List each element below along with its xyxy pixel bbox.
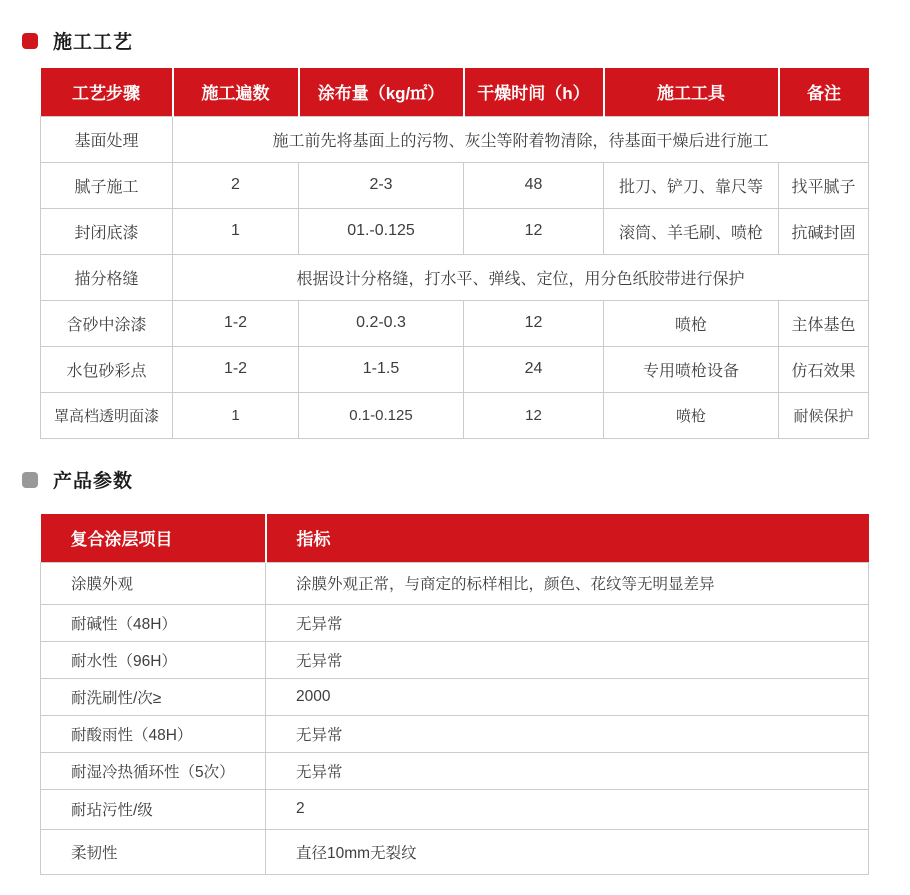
table-row xyxy=(41,254,869,300)
parameters-section-title: 产品参数 xyxy=(53,471,134,492)
amount-cell: 0.1-0.125 xyxy=(299,392,464,438)
tools-cell: 批刀、铲刀、靠尺等 xyxy=(604,162,779,208)
process-step-cell: 描分格缝 xyxy=(41,254,173,300)
tools-cell: 喷枪 xyxy=(604,392,779,438)
parameter-item-cell: 涂膜外观 xyxy=(41,562,266,604)
column-header-drytime: 干燥时间（h） xyxy=(464,68,604,116)
times-cell: 1-2 xyxy=(173,300,299,346)
column-header-step: 工艺步骤 xyxy=(41,68,173,116)
column-header-times: 施工遍数 xyxy=(173,68,299,116)
process-step-cell: 基面处理 xyxy=(41,116,173,162)
table-row xyxy=(41,604,869,641)
column-header-tools: 施工工具 xyxy=(604,68,779,116)
construction-section-title: 施工工艺 xyxy=(53,32,134,53)
parameters-section-header xyxy=(22,466,133,493)
parameter-value-cell: 2 xyxy=(266,789,869,829)
construction-table-header xyxy=(41,68,869,116)
parameter-value-cell: 无异常 xyxy=(266,604,869,641)
amount-cell: 1-1.5 xyxy=(299,346,464,392)
times-cell: 2 xyxy=(173,162,299,208)
amount-cell: 2-3 xyxy=(299,162,464,208)
parameter-value-cell: 2000 xyxy=(266,678,869,715)
times-cell: 1 xyxy=(173,208,299,254)
table-row xyxy=(41,300,869,346)
parameter-item-cell: 耐湿冷热循环性（5次） xyxy=(41,752,266,789)
process-step-cell: 罩高档透明面漆 xyxy=(41,392,173,438)
red-square-bullet-icon xyxy=(22,33,38,49)
drytime-cell: 48 xyxy=(464,162,604,208)
table-row xyxy=(41,346,869,392)
parameter-item-cell: 耐玷污性/级 xyxy=(41,789,266,829)
table-row xyxy=(41,752,869,789)
tools-cell: 专用喷枪设备 xyxy=(604,346,779,392)
process-step-cell: 含砂中涂漆 xyxy=(41,300,173,346)
drytime-cell: 12 xyxy=(464,300,604,346)
table-row xyxy=(41,678,869,715)
table-row xyxy=(41,789,869,829)
parameter-item-cell: 耐水性（96H） xyxy=(41,641,266,678)
product-parameters-table xyxy=(40,514,869,875)
amount-cell: 01.-0.125 xyxy=(299,208,464,254)
table-row xyxy=(41,162,869,208)
column-header-note: 备注 xyxy=(779,68,869,116)
table-row xyxy=(41,715,869,752)
note-cell: 主体基色 xyxy=(779,300,869,346)
drytime-cell: 12 xyxy=(464,208,604,254)
merged-note-cell: 施工前先将基面上的污物、灰尘等附着物清除，待基面干燥后进行施工 xyxy=(173,116,869,162)
merged-note-cell: 根据设计分格缝，打水平、弹线、定位，用分色纸胶带进行保护 xyxy=(173,254,869,300)
drytime-cell: 24 xyxy=(464,346,604,392)
tools-cell: 喷枪 xyxy=(604,300,779,346)
amount-cell: 0.2-0.3 xyxy=(299,300,464,346)
parameter-value-cell: 涂膜外观正常，与商定的标样相比，颜色、花纹等无明显差异 xyxy=(266,562,869,604)
gray-square-bullet-icon xyxy=(22,472,38,488)
process-step-cell: 腻子施工 xyxy=(41,162,173,208)
table-row xyxy=(41,641,869,678)
note-cell: 抗碱封固 xyxy=(779,208,869,254)
parameters-table-header xyxy=(41,514,869,562)
parameter-value-cell: 无异常 xyxy=(266,641,869,678)
process-step-cell: 水包砂彩点 xyxy=(41,346,173,392)
column-header-indicator: 指标 xyxy=(266,514,869,562)
tools-cell: 滚筒、羊毛刷、喷枪 xyxy=(604,208,779,254)
parameter-item-cell: 耐洗刷性/次≥ xyxy=(41,678,266,715)
table-row xyxy=(41,116,869,162)
note-cell: 耐候保护 xyxy=(779,392,869,438)
times-cell: 1-2 xyxy=(173,346,299,392)
parameter-value-cell: 无异常 xyxy=(266,715,869,752)
parameter-item-cell: 耐酸雨性（48H） xyxy=(41,715,266,752)
table-row xyxy=(41,208,869,254)
column-header-amount: 涂布量（kg/㎡） xyxy=(299,68,464,116)
times-cell: 1 xyxy=(173,392,299,438)
construction-section-header xyxy=(22,27,133,54)
parameter-item-cell: 耐碱性（48H） xyxy=(41,604,266,641)
parameter-value-cell: 直径10mm无裂纹 xyxy=(266,829,869,874)
parameter-item-cell: 柔韧性 xyxy=(41,829,266,874)
process-step-cell: 封闭底漆 xyxy=(41,208,173,254)
drytime-cell: 12 xyxy=(464,392,604,438)
table-row xyxy=(41,562,869,604)
note-cell: 仿石效果 xyxy=(779,346,869,392)
table-row xyxy=(41,829,869,874)
construction-process-table xyxy=(40,68,869,439)
table-row xyxy=(41,392,869,438)
parameter-value-cell: 无异常 xyxy=(266,752,869,789)
column-header-coating-item: 复合涂层项目 xyxy=(41,514,266,562)
note-cell: 找平腻子 xyxy=(779,162,869,208)
